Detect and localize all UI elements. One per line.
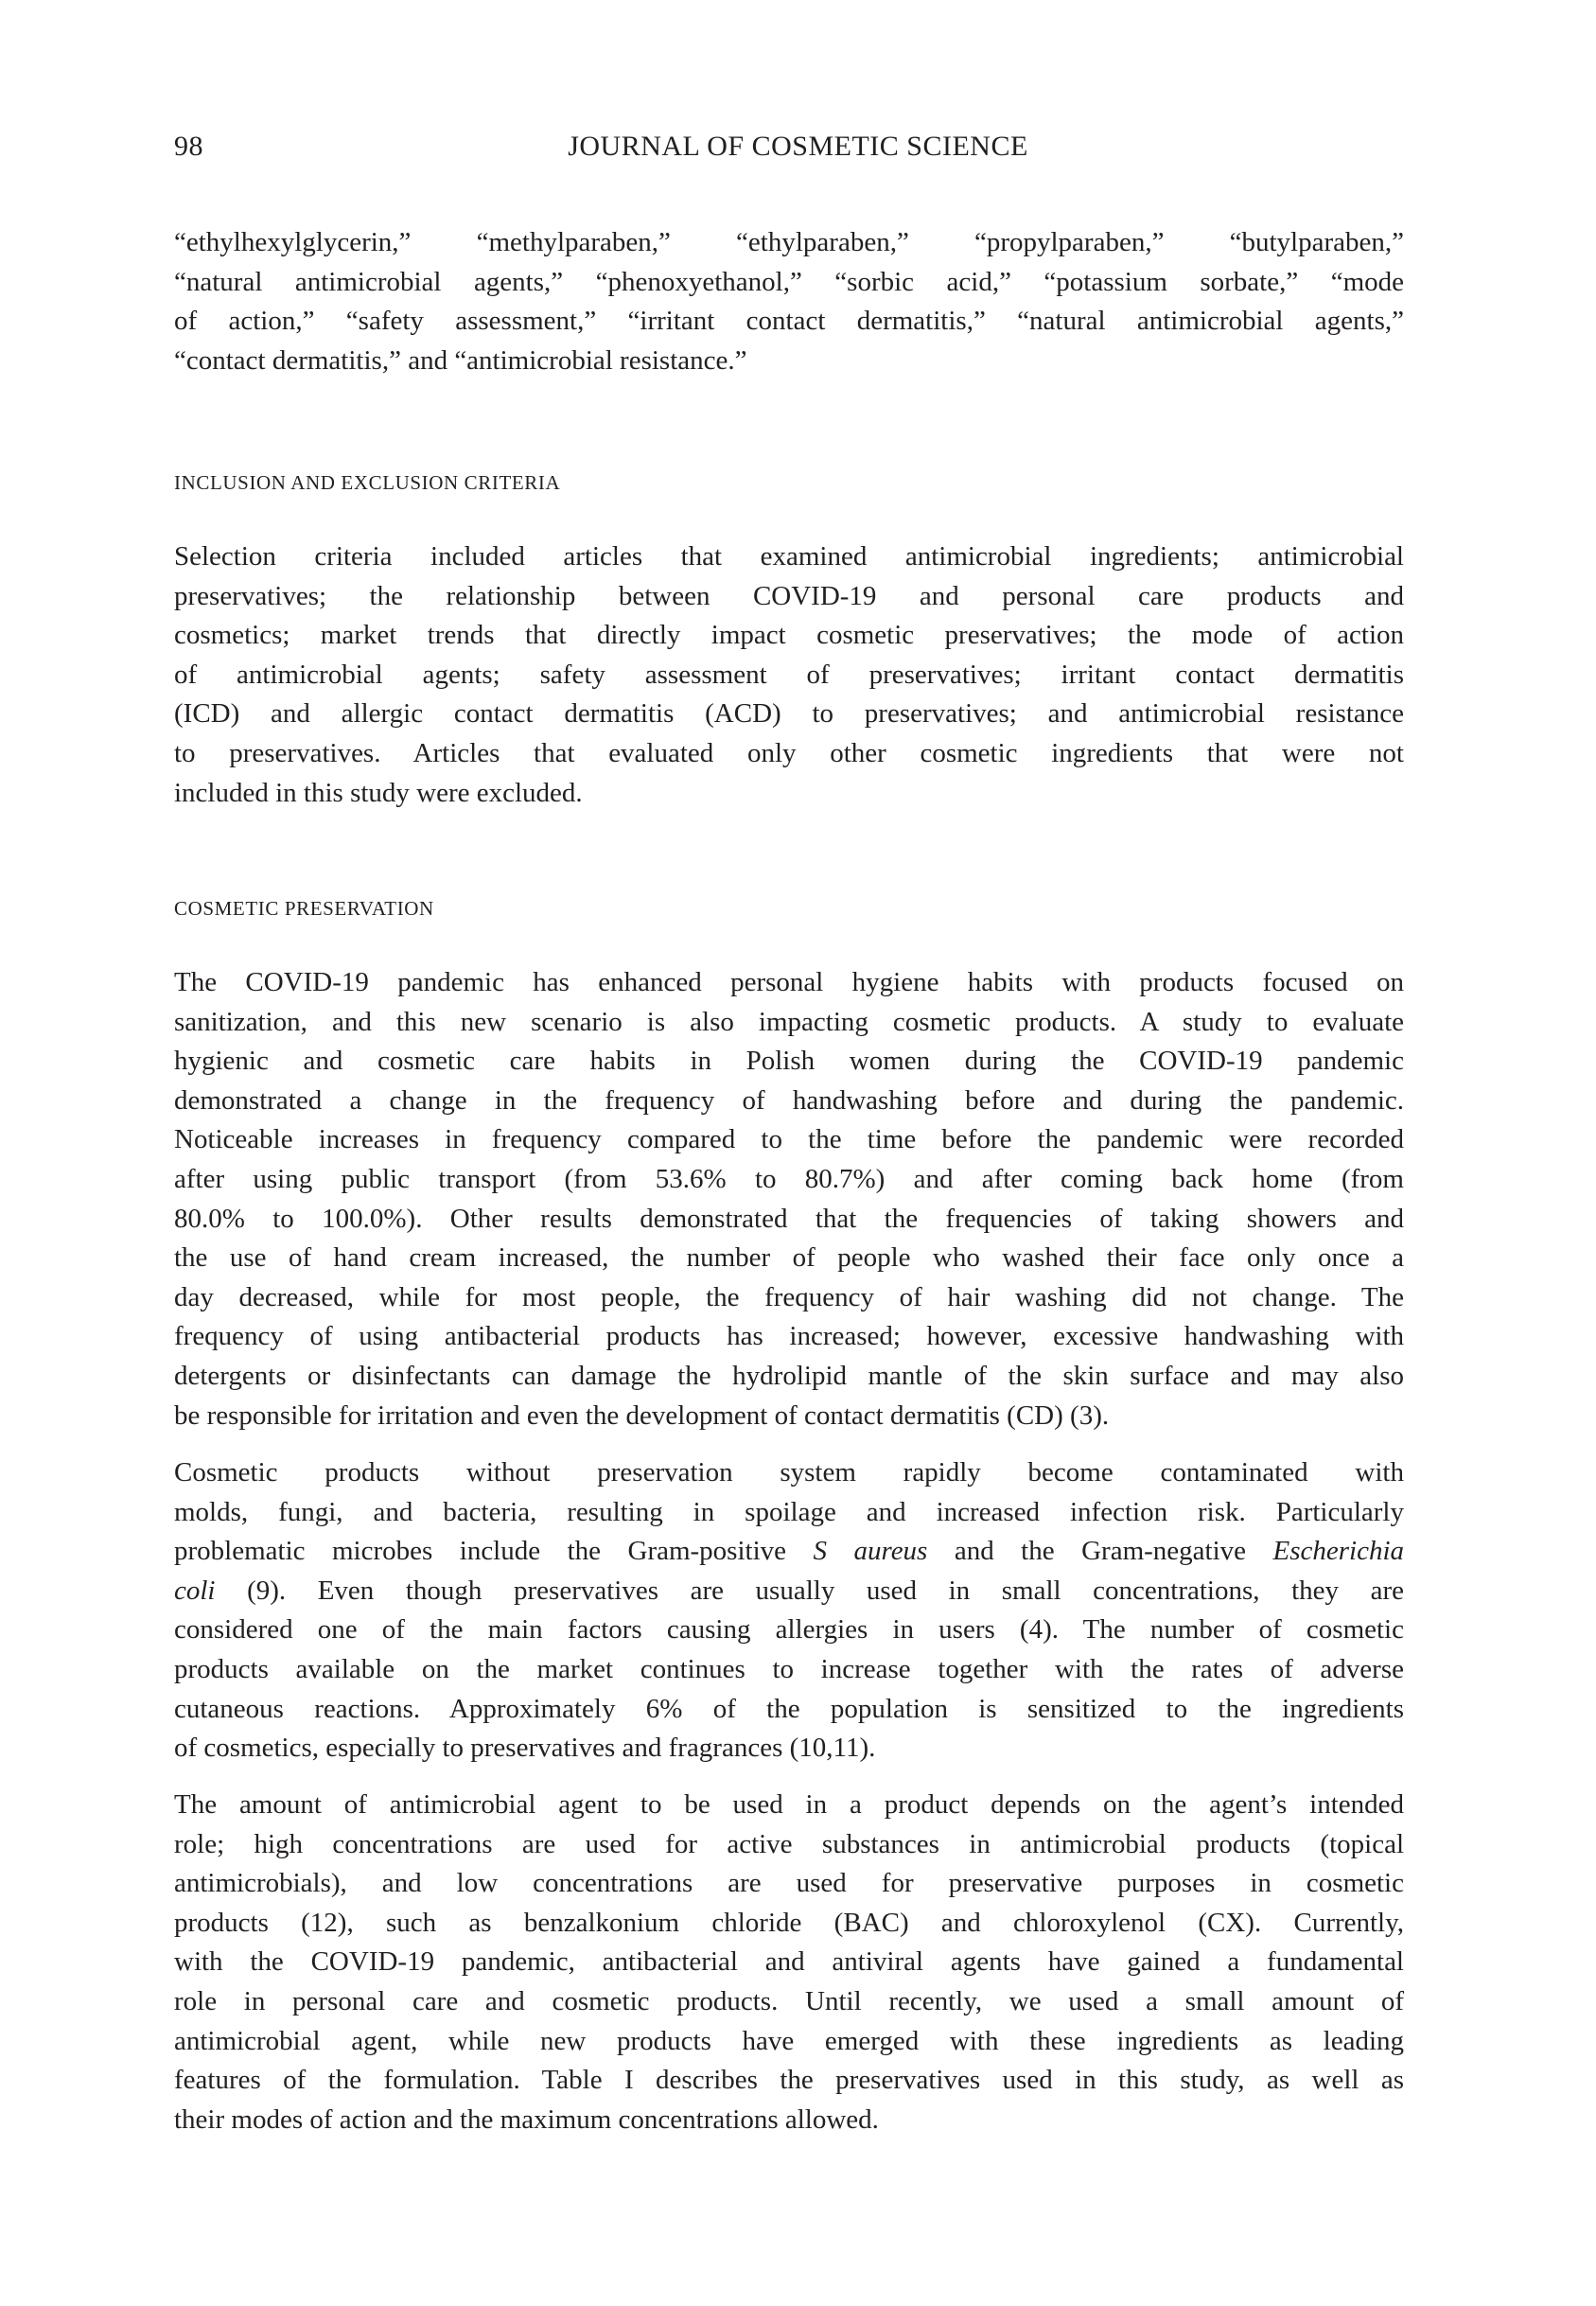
italic-term: coli <box>174 1575 216 1606</box>
text-line: products (12), such as benzalkonium chloride (BAC) and chloroxylenol (CX). Currently, <box>174 1907 1404 1938</box>
text-line: antimicrobials), and low concentrations are used for preservative purposes in cosmetic <box>174 1868 1404 1899</box>
text-line: preservatives; the relationship between COVID-19 and personal care products and <box>174 580 1404 611</box>
text-line: hygienic and cosmetic care habits in Polish women during the COVID-19 pandemic <box>174 1046 1404 1077</box>
section-heading-inclusion: INCLUSION AND EXCLUSION CRITERIA <box>174 471 561 494</box>
text-line <box>174 1532 1404 1572</box>
text-line: Noticeable increases in frequency compared to the time before the pandemic were recorded <box>174 1124 1404 1155</box>
preservation-paragraph-3 <box>174 1786 1404 2139</box>
text-line: antimicrobial agent, while new products have emerged with these ingredients as leading <box>174 2025 1404 2056</box>
text-line: “natural antimicrobial agents,” “phenoxyethanol,” “sorbic acid,” “potassium sorbate,” “mode <box>174 266 1404 297</box>
text-line: to preservatives. Articles that evaluated only other cosmetic ingredients that were not <box>174 737 1404 768</box>
text-line: The COVID-19 pandemic has enhanced personal hygiene habits with products focused on <box>174 967 1404 997</box>
text-segment: (9). Even though preservatives are usually used in small concentrations, they are <box>215 1575 1404 1606</box>
text-line: of action,” “safety assessment,” “irritant contact dermatitis,” “natural antimicrobial agents,” <box>174 306 1404 337</box>
text-line: demonstrated a change in the frequency of handwashing before and during the pandemic. <box>174 1084 1404 1116</box>
text-line: after using public transport (from 53.6% to 80.7%) and after coming back home (from <box>174 1163 1404 1194</box>
text-line: Selection criteria included articles that examined antimicrobial ingredients; antimicrobial <box>174 541 1404 572</box>
text-line: their modes of action and the maximum concentrations allowed. <box>174 2104 879 2135</box>
text-line: cutaneous reactions. Approximately 6% of the population is sensitized to the ingredients <box>174 1693 1404 1724</box>
text-line: included in this study were excluded. <box>174 777 583 808</box>
text-segment: problematic microbes include the Gram-positive <box>174 1536 814 1567</box>
text-line: role; high concentrations are used for active substances in antimicrobial products (topical <box>174 1828 1404 1859</box>
keywords-paragraph <box>174 223 1404 380</box>
text-line: of antimicrobial agents; safety assessment of preservatives; irritant contact dermatitis <box>174 659 1404 690</box>
text-line: Cosmetic products without preservation system rapidly become contaminated with <box>174 1457 1404 1487</box>
text-line: “ethylhexylglycerin,” “methylparaben,” “ethylparaben,” “propylparaben,” “butylparaben,” <box>174 227 1404 257</box>
text-line: the use of hand cream increased, the number of people who washed their face only once a <box>174 1242 1404 1274</box>
text-line: role in personal care and cosmetic products. Until recently, we used a small amount of <box>174 1985 1404 2016</box>
text-line: (ICD) and allergic contact dermatitis (ACD) to preservatives; and antimicrobial resistance <box>174 698 1404 730</box>
section-heading-preservation: COSMETIC PRESERVATION <box>174 897 434 920</box>
text-line: detergents or disinfectants can damage the hydrolipid mantle of the skin surface and may also <box>174 1360 1404 1391</box>
text-line: cosmetics; market trends that directly impact cosmetic preservatives; the mode of action <box>174 620 1404 651</box>
italic-term: S aureus <box>813 1536 928 1567</box>
inclusion-paragraph <box>174 537 1404 813</box>
text-line <box>174 1572 1404 1611</box>
text-line: of cosmetics, especially to preservatives and fragrances (10,11). <box>174 1733 876 1764</box>
text-line: with the COVID-19 pandemic, antibacterial and antiviral agents have gained a fundamental <box>174 1946 1404 1978</box>
italic-term: Escherichia <box>1272 1536 1405 1567</box>
text-line: considered one of the main factors causing allergies in users (4). The number of cosmetic <box>174 1614 1404 1646</box>
text-line: molds, fungi, and bacteria, resulting in spoilage and increased infection risk. Particularly <box>174 1496 1404 1527</box>
text-line: The amount of antimicrobial agent to be used in a product depends on the agent’s intended <box>174 1789 1404 1820</box>
text-line: frequency of using antibacterial products has increased; however, excessive handwashing with <box>174 1321 1404 1352</box>
running-header-title: JOURNAL OF COSMETIC SCIENCE <box>568 131 1028 162</box>
text-line: be responsible for irritation and even the development of contact dermatitis (CD) (3). <box>174 1399 1110 1431</box>
text-line: day decreased, while for most people, the frequency of hair washing did not change. The <box>174 1281 1404 1312</box>
text-line: sanitization, and this new scenario is also impacting cosmetic products. A study to evaluate <box>174 1006 1404 1037</box>
preservation-paragraph-2 <box>174 1453 1404 1769</box>
text-line: products available on the market continues to increase together with the rates of adverse <box>174 1653 1404 1684</box>
preservation-paragraph-1 <box>174 963 1404 1435</box>
text-line: 80.0% to 100.0%). Other results demonstrated that the frequencies of taking showers and <box>174 1203 1404 1234</box>
text-segment: and the Gram-negative <box>927 1536 1273 1567</box>
page-number: 98 <box>174 131 203 162</box>
text-line: “contact dermatitis,” and “antimicrobial resistance.” <box>174 344 747 376</box>
text-line: features of the formulation. Table I describes the preservatives used in this study, as well as <box>174 2065 1404 2096</box>
